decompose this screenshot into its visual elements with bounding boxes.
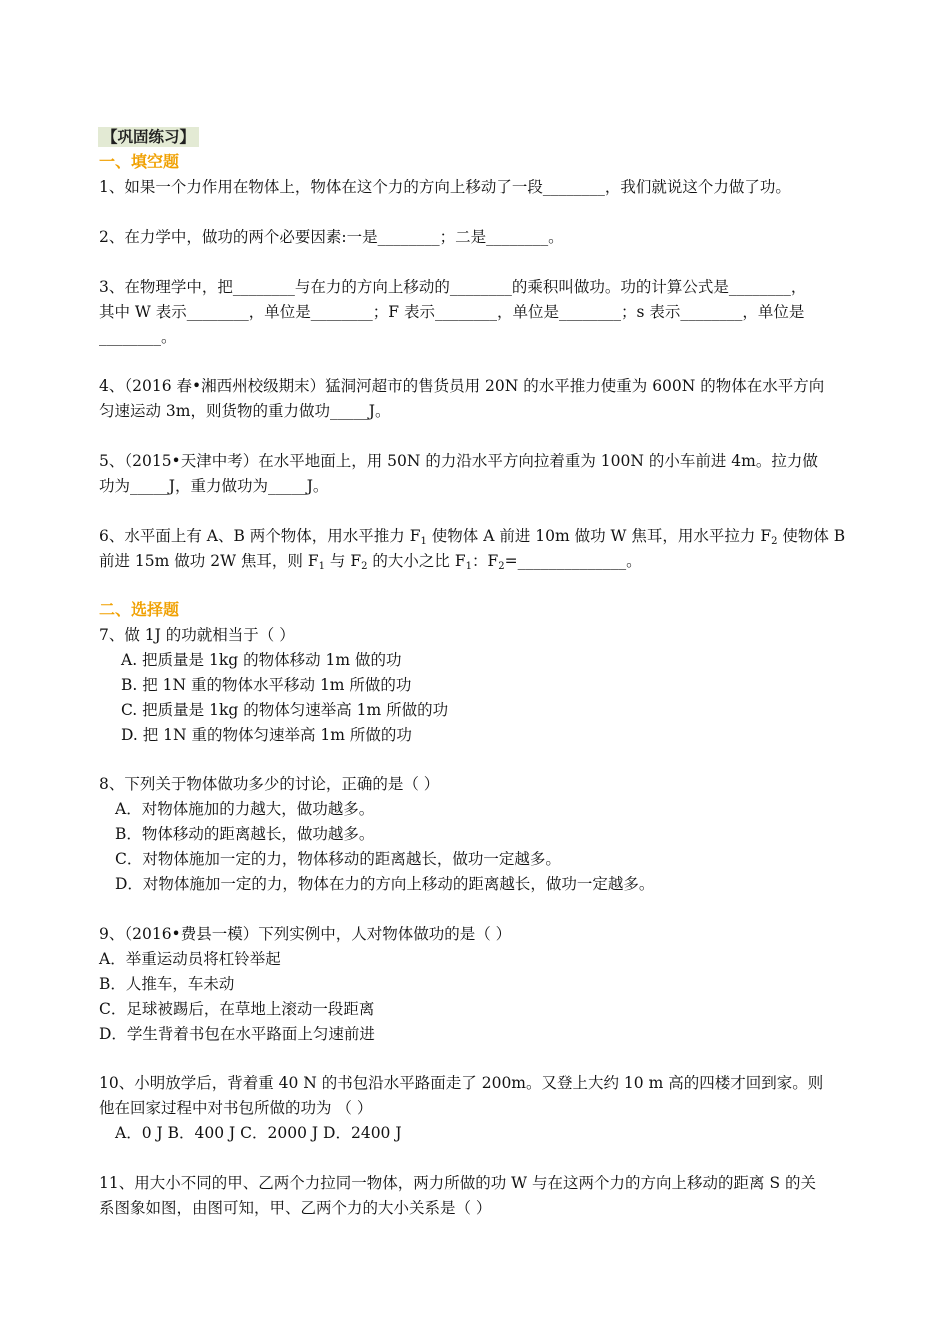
q6-sub: 2 xyxy=(498,561,505,572)
q6-sub: 2 xyxy=(771,536,778,547)
question-8-option: A．对物体施加的力越大，做功越多。 xyxy=(115,800,375,818)
question-5-line-1: 5、（2015•天津中考）在水平地面上，用 50N 的力沿水平方向拉着重为 100N 的小车前进 4m。拉力做 xyxy=(99,452,818,470)
question-4-line-2: 匀速运动 3m，则货物的重力做功_____J。 xyxy=(99,402,391,420)
question-8-option: B．物体移动的距离越长，做功越多。 xyxy=(115,825,375,843)
question-10-line-1: 10、小明放学后，背着重 40 N 的书包沿水平路面走了 200m。又登上大约 10 m 高的四楼才回到家。则 xyxy=(99,1074,824,1092)
question-9-option: A．举重运动员将杠铃举起 xyxy=(99,950,281,968)
q6-text: 6、水平面上有 A、B 两个物体，用水平推力 F xyxy=(99,527,421,545)
question-9-option: B．人推车，车未动 xyxy=(99,975,235,993)
question-7-option: C. 把质量是 1kg 的物体匀速举高 1m 所做的功 xyxy=(121,701,449,719)
q6-text: 的大小之比 F xyxy=(367,552,466,570)
section-heading-choice: 二、选择题 xyxy=(99,600,180,619)
q6-text: 使物体 A 前进 10m 做功 W 焦耳，用水平拉力 F xyxy=(426,527,772,545)
question-9-option: D．学生背着书包在水平路面上匀速前进 xyxy=(99,1025,375,1043)
q6-sub: 2 xyxy=(361,561,368,572)
question-8-stem: 8、下列关于物体做功多少的讨论，正确的是（ ） xyxy=(99,775,440,793)
section-tag: 【巩固练习】 xyxy=(98,127,199,147)
question-9-stem: 9、（2016•费县一模）下列实例中，人对物体做功的是（ ） xyxy=(99,925,512,943)
q6-text: 前进 15m 做功 2W 焦耳，则 F xyxy=(99,552,319,570)
question-4-line-1: 4、（2016 春•湘西州校级期末）猛洞河超市的售货员用 20N 的水平推力使重为 600N 的物体在水平方向 xyxy=(99,377,825,395)
question-6-line-2 xyxy=(99,551,642,571)
q6-text: 使物体 B xyxy=(777,527,846,545)
question-7-stem: 7、做 1J 的功就相当于（ ） xyxy=(99,626,295,644)
question-6-line-1 xyxy=(99,526,845,546)
q6-text: =______________。 xyxy=(504,552,642,570)
question-10-line-2: 他在回家过程中对书包所做的功为 （ ） xyxy=(99,1099,373,1117)
question-7-option: D. 把 1N 重的物体匀速举高 1m 所做的功 xyxy=(121,726,412,744)
section-heading-fill: 一、填空题 xyxy=(99,152,180,171)
question-5-line-2: 功为_____J，重力做功为_____J。 xyxy=(99,477,329,495)
question-1: 1、如果一个力作用在物体上，物体在这个力的方向上移动了一段________，我们就说这个力做了功。 xyxy=(99,178,791,196)
question-3-line-1: 3、在物理学中，把________与在力的方向上移动的________的乘积叫做功。功的计算公式是________， xyxy=(99,278,807,296)
question-9-option: C．足球被踢后，在草地上滚动一段距离 xyxy=(99,1000,375,1018)
q6-sub: 1 xyxy=(420,536,427,547)
q6-sub: 1 xyxy=(465,561,472,572)
question-7-option: B. 把 1N 重的物体水平移动 1m 所做的功 xyxy=(121,676,412,694)
question-3-line-3: ________。 xyxy=(99,328,177,346)
question-8-option: C．对物体施加一定的力，物体移动的距离越长，做功一定越多。 xyxy=(115,850,561,868)
question-3-line-2: 其中 W 表示________，单位是________；F 表示________，单位是________；s 表示________，单位是 xyxy=(99,303,805,321)
q6-sub: 1 xyxy=(318,561,325,572)
question-11-line-1: 11、用大小不同的甲、乙两个力拉同一物体，两力所做的功 W 与在这两个力的方向上移动的距离 S 的关 xyxy=(99,1174,816,1192)
q6-text: ：F xyxy=(471,552,499,570)
question-10-options: A．0 J B．400 J C．2000 J D．2400 J xyxy=(115,1124,402,1142)
question-7-option: A. 把质量是 1kg 的物体移动 1m 做的功 xyxy=(121,651,402,669)
question-11-line-2: 系图象如图，由图可知，甲、乙两个力的大小关系是（ ） xyxy=(99,1199,492,1217)
q6-text: 与 F xyxy=(324,552,362,570)
question-8-option: D．对物体施加一定的力，物体在力的方向上移动的距离越长，做功一定越多。 xyxy=(115,875,655,893)
question-2: 2、在力学中，做功的两个必要因素:一是________；二是________。 xyxy=(99,228,564,246)
